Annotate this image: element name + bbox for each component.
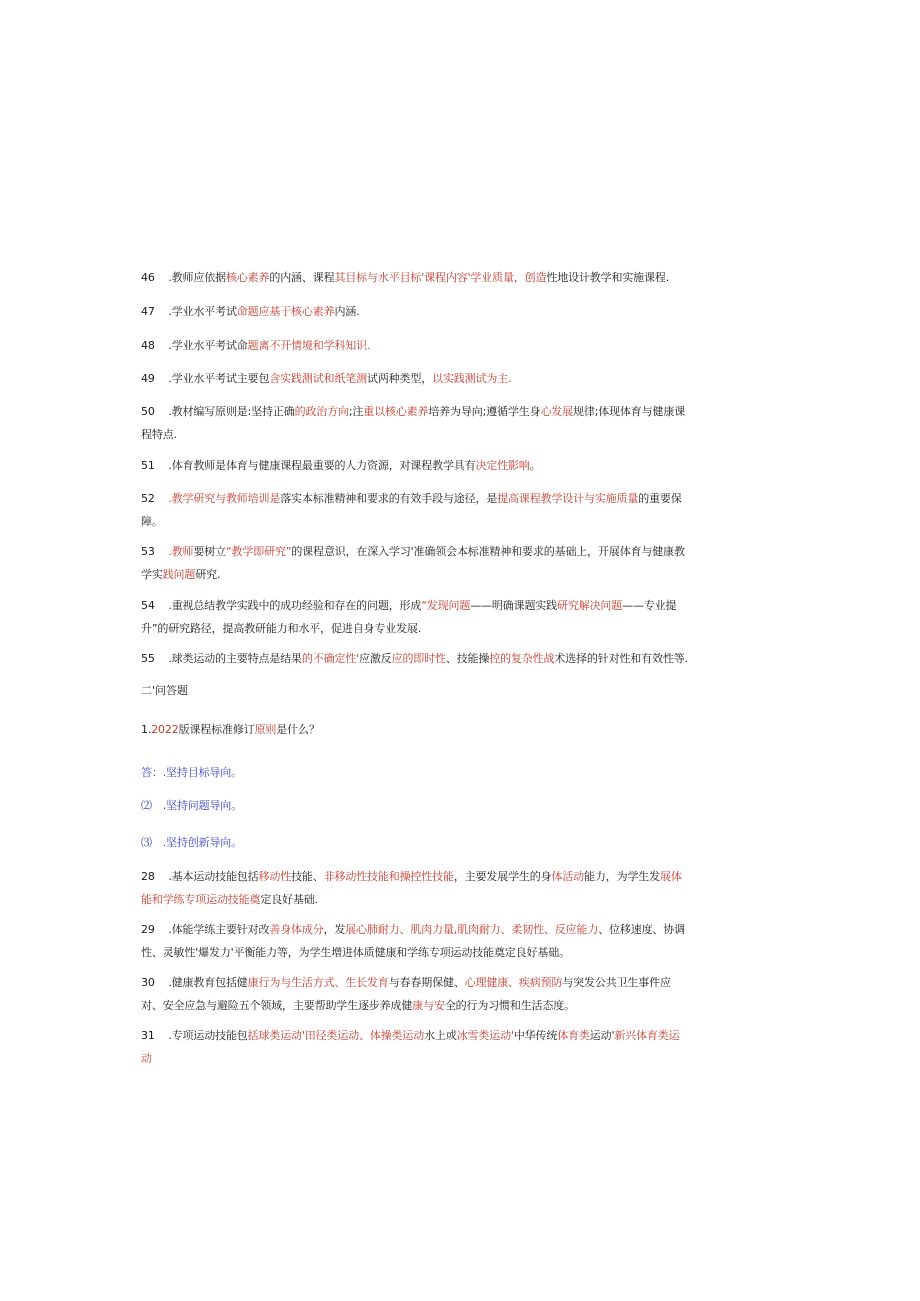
answer-3: ⑶ .坚持创新导向。 bbox=[141, 836, 242, 849]
body-text: .体能学练主要针对改 bbox=[165, 923, 270, 936]
body-text: ，发 bbox=[323, 923, 346, 936]
highlight-text: 括球类运动'田径类运动、体操类运动 bbox=[247, 1029, 425, 1042]
item-number: 30 bbox=[141, 976, 155, 989]
body-text: 版课程标准修订 bbox=[178, 723, 255, 736]
body-text: 运动' bbox=[589, 1029, 615, 1042]
highlight-text: 体活动 bbox=[551, 870, 585, 883]
body-text: 落实本标准精神和要求的有效手段与途径，是 bbox=[280, 492, 498, 505]
highlight-text: 控的复杂性战 bbox=[489, 652, 555, 665]
highlight-text: “发现问题 bbox=[421, 599, 471, 612]
item-number: 49 bbox=[141, 372, 155, 385]
item-52 bbox=[141, 487, 689, 533]
highlight-text: 题离不开情境和学科知识. bbox=[247, 339, 371, 352]
body-text: .教材编写原则是:坚持正确 bbox=[165, 405, 295, 418]
body-text: 与突发公共卫生事件应对、安全应急与避险五个领域，主要帮助学生逐步养成健 bbox=[141, 976, 671, 1012]
highlight-text: 的政治方向 bbox=[294, 405, 349, 418]
body-text: .体育教师是体育与健康课程最重要的人力资源，对课程教学具有 bbox=[165, 459, 476, 472]
body-text: 水上或 bbox=[424, 1029, 457, 1042]
highlight-text: 含实践测试和纸笔测 bbox=[269, 372, 367, 385]
highlight-text: 重以核心素养 bbox=[363, 405, 429, 418]
body-text: .基本运动技能包括 bbox=[165, 870, 259, 883]
item-54 bbox=[141, 594, 689, 640]
highlight-text: 践问题 bbox=[162, 568, 196, 581]
item-number: 47 bbox=[141, 305, 155, 318]
section-heading: 二'问答题 bbox=[141, 684, 189, 697]
item-49 bbox=[141, 367, 689, 390]
highlight-text: 康行为与生活方式、生长发育 bbox=[247, 976, 389, 989]
body-text: 是什么？ bbox=[276, 723, 320, 736]
body-text: 要树立 bbox=[193, 545, 226, 558]
item-number: 55 bbox=[141, 652, 155, 665]
body-text: 内涵. bbox=[334, 305, 360, 318]
body-text: 的内涵、课程 bbox=[269, 271, 335, 284]
highlight-text: 非移动性技能和操控性技能 bbox=[323, 870, 454, 883]
highlight-text: 善身体成分 bbox=[269, 923, 324, 936]
body-text: 规律;体现体育与健康课程特点. bbox=[141, 405, 686, 441]
body-text: ——专业提升”的研究路径，提高教研能力和水平，促进自身专业发展. bbox=[141, 599, 677, 635]
item-50 bbox=[141, 400, 689, 446]
body-text: 技能、 bbox=[291, 870, 324, 883]
body-text: .学业水平考试命 bbox=[165, 339, 248, 352]
highlight-text: .教师 bbox=[165, 545, 194, 558]
highlight-text: 新兴体育类运动 bbox=[141, 1029, 680, 1065]
item-55 bbox=[141, 647, 689, 670]
body-text: 与春春期保健、 bbox=[388, 976, 465, 989]
item-number: 53 bbox=[141, 545, 155, 558]
item-number: 54 bbox=[141, 599, 155, 612]
highlight-text: 应的即时性 bbox=[391, 652, 446, 665]
highlight-text: 心发展 bbox=[540, 405, 573, 418]
body-text: .教师应依据 bbox=[165, 271, 226, 284]
body-text: ，主要发展学生的身 bbox=[453, 870, 552, 883]
highlight-text: 其目标与水平目标'课程内容'学业质量，创造 bbox=[334, 271, 547, 284]
body-text: 能力，为学生发 bbox=[584, 870, 660, 883]
highlight-text: 提高课程教学设计与实施质量 bbox=[497, 492, 639, 505]
body-text: 。 bbox=[529, 459, 541, 472]
item-30 bbox=[141, 971, 689, 1017]
body-text: 、位移速度、协调性、灵敏性'爆发力'平衡能力等，为学生增进体质健康和学练专项运动技能奠定良好基础。 bbox=[141, 923, 686, 959]
question bbox=[141, 718, 689, 741]
body-text: .球类运动的主要特点是结果 bbox=[165, 652, 302, 665]
answer-1: 答：.坚持目标导向。 bbox=[141, 766, 242, 779]
highlight-text: 原则 bbox=[254, 723, 277, 736]
item-number: 31 bbox=[141, 1029, 155, 1042]
body-text: 应激反 bbox=[359, 652, 392, 665]
highlight-text: 以实践测试为主. bbox=[432, 372, 512, 385]
body-text: 的重要保障。 bbox=[141, 492, 682, 528]
highlight-text: 心理健康、疾病预防 bbox=[464, 976, 563, 989]
body-text: .学业水平考试主要包 bbox=[165, 372, 270, 385]
body-text: ;注 bbox=[348, 405, 364, 418]
highlight-text: 冰雪类运动' bbox=[456, 1029, 514, 1042]
highlight-text: 体育类 bbox=[557, 1029, 590, 1042]
body-text: 研究. bbox=[195, 568, 221, 581]
item-number: 28 bbox=[141, 870, 155, 883]
item-number: 48 bbox=[141, 339, 155, 352]
body-text: 培养为导向;遵循学生身 bbox=[428, 405, 541, 418]
highlight-text: 的不确定性' bbox=[301, 652, 360, 665]
body-text: 性地设计教学和实施课程. bbox=[546, 271, 670, 284]
highlight-text: 展心肺耐力、肌肉力量,肌肉耐力、柔韧性、反应能力 bbox=[345, 923, 599, 936]
item-48 bbox=[141, 334, 689, 357]
highlight-text: 移动性 bbox=[258, 870, 292, 883]
highlight-text: 决定性影响 bbox=[475, 459, 530, 472]
body-text: 术选择的针对性和有效性等. bbox=[554, 652, 688, 665]
item-number: 51 bbox=[141, 459, 155, 472]
item-53 bbox=[141, 540, 689, 586]
answer-2: ⑵ .坚持问题导向。 bbox=[141, 799, 242, 812]
body-text: 中华传统 bbox=[513, 1029, 558, 1042]
highlight-text: 2022 bbox=[151, 723, 179, 736]
item-number: 52 bbox=[141, 492, 155, 505]
body-text: 1. bbox=[141, 723, 152, 736]
highlight-text: 展体能和学练专项运动技能奠 bbox=[141, 870, 682, 906]
highlight-text: 研究解决问题 bbox=[557, 599, 623, 612]
body-text: .学业水平考试 bbox=[165, 305, 237, 318]
body-text: 试两种类型， bbox=[367, 372, 433, 385]
item-31 bbox=[141, 1024, 689, 1070]
item-46 bbox=[141, 266, 689, 289]
highlight-text: 核心素养 bbox=[225, 271, 270, 284]
body-text: .重视总结教学实践中的成功经验和存在的问题，形成 bbox=[165, 599, 422, 612]
body-text: .专项运动技能包 bbox=[165, 1029, 248, 1042]
item-28 bbox=[141, 865, 689, 911]
body-text: .健康教育包括健 bbox=[165, 976, 248, 989]
body-text: 的课程意识，在深入学习'准确领会本标准精神和要求的基础上，开展体育与健康教学实 bbox=[141, 545, 685, 581]
item-47 bbox=[141, 300, 689, 323]
item-number: 46 bbox=[141, 271, 155, 284]
highlight-text: “教学即研究” bbox=[225, 545, 292, 558]
body-text: 定良好基础. bbox=[260, 893, 318, 906]
body-text: 、技能操 bbox=[445, 652, 490, 665]
item-29 bbox=[141, 918, 689, 964]
item-number: 50 bbox=[141, 405, 155, 418]
body-text: ——明确课题实践 bbox=[470, 599, 558, 612]
highlight-text: 康与安 bbox=[412, 999, 445, 1012]
highlight-text: .教学研究与教师培训是 bbox=[165, 492, 281, 505]
highlight-text: 命题应基于核心素养 bbox=[236, 305, 335, 318]
body-text: 全的行为习惯和生活态度。 bbox=[444, 999, 576, 1012]
item-number: 29 bbox=[141, 923, 155, 936]
item-51 bbox=[141, 454, 689, 477]
